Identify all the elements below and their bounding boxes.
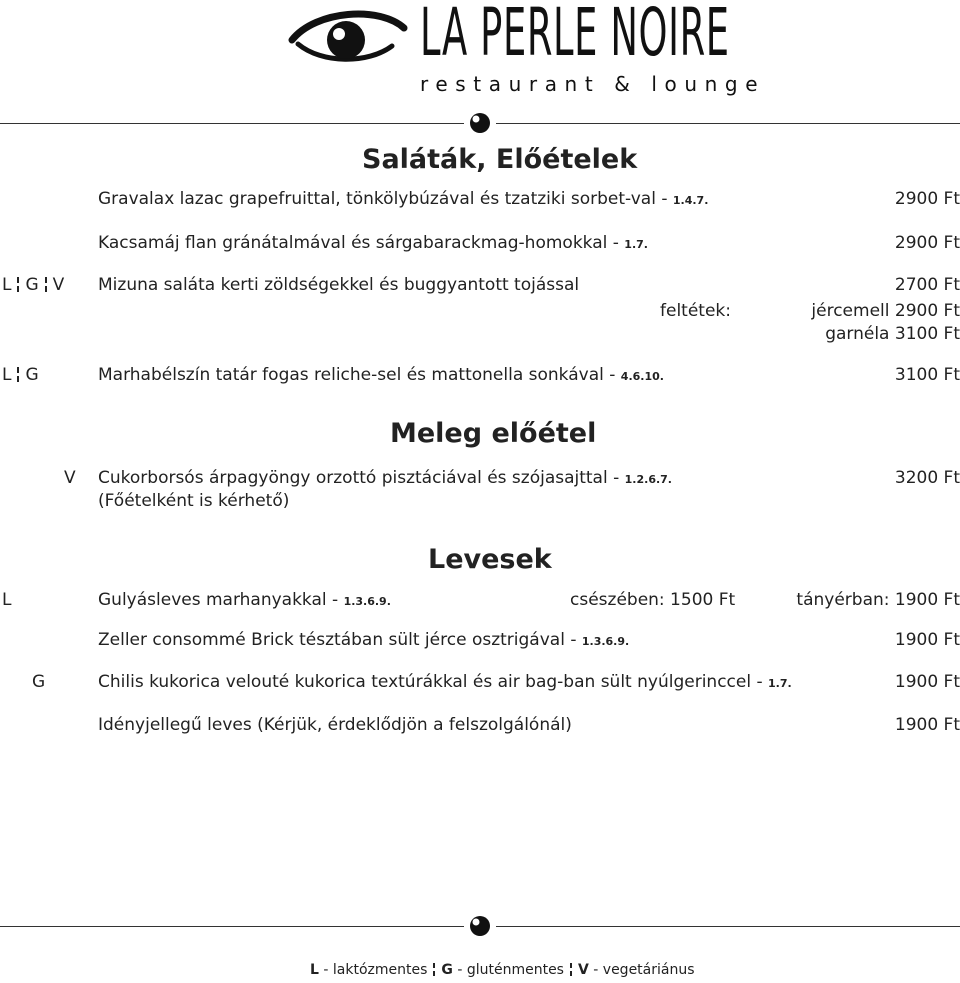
allergen-codes: 1.7. bbox=[624, 238, 648, 251]
cup-price: csészében: 1500 Ft bbox=[570, 590, 736, 610]
menu-item-name: Zeller consommé Brick tésztában sült jérce osztrigával - 1.3.6.9. bbox=[98, 630, 630, 650]
bottom-divider-right bbox=[496, 926, 960, 927]
allergen-codes: 4.6.10. bbox=[620, 370, 664, 383]
diet-marks: L G V bbox=[2, 275, 65, 295]
menu-item-name: Gravalax lazac grapefruittal, tönkölybúzával és tzatziki sorbet-val - 1.4.7. bbox=[98, 189, 709, 209]
allergen-codes: 1.3.6.9. bbox=[581, 635, 630, 648]
extra-option: garnéla 3100 Ft bbox=[825, 324, 960, 344]
pearl-divider-icon bbox=[469, 112, 491, 134]
menu-item-price: 2900 Ft bbox=[894, 189, 960, 209]
diet-marks: V bbox=[64, 468, 76, 488]
menu-item-note: (Főételként is kérhető) bbox=[98, 491, 290, 511]
brand-title: LA PERLE NOIRE bbox=[420, 0, 730, 71]
diet-marks: G bbox=[32, 672, 46, 692]
menu-item-price: tányérban: 1900 Ft bbox=[796, 590, 960, 610]
menu-item-name: Idényjellegű leves (Kérjük, érdeklődjön a felszolgálónál) bbox=[98, 715, 572, 735]
menu-item-price: 2900 Ft bbox=[894, 233, 960, 253]
menu-item-price: 1900 Ft bbox=[894, 630, 960, 650]
menu-item-name: Chilis kukorica velouté kukorica textúrákkal és air bag-ban sült nyúlgerinccel - 1.7. bbox=[98, 672, 792, 692]
diet-legend: L - laktózmentes G - gluténmentes V - vegetáriánus bbox=[310, 962, 695, 978]
pearl-divider-icon bbox=[469, 915, 491, 937]
bottom-divider-left bbox=[0, 926, 464, 927]
top-divider-left bbox=[0, 123, 464, 124]
allergen-codes: 1.4.7. bbox=[672, 194, 709, 207]
menu-item-name: Gulyásleves marhanyakkal - 1.3.6.9. bbox=[98, 590, 391, 610]
brand-subtitle: restaurant & lounge bbox=[420, 72, 766, 96]
eye-logo-icon bbox=[288, 4, 408, 66]
allergen-codes: 1.7. bbox=[768, 677, 792, 690]
menu-item-name: Cukorborsós árpagyöngy orzottó pisztáciával és szójasajttal - 1.2.6.7. bbox=[98, 468, 672, 488]
section-heading-soups: Levesek bbox=[428, 544, 552, 575]
allergen-codes: 1.3.6.9. bbox=[343, 595, 391, 608]
menu-item-name: Kacsamáj flan gránátalmával és sárgabarackmag-homokkal - 1.7. bbox=[98, 233, 648, 253]
section-heading-salads: Saláták, Előételek bbox=[362, 144, 638, 175]
menu-item-price: 1900 Ft bbox=[894, 672, 960, 692]
menu-item-price: 3200 Ft bbox=[894, 468, 960, 488]
diet-marks: L G bbox=[2, 365, 39, 385]
extras-label: feltétek: bbox=[660, 301, 731, 321]
top-divider-right bbox=[496, 123, 960, 124]
extra-option: jércemell 2900 Ft bbox=[811, 301, 960, 321]
menu-item-name: Marhabélszín tatár fogas reliche-sel és mattonella sonkával - 4.6.10. bbox=[98, 365, 664, 385]
diet-marks: L bbox=[2, 590, 12, 610]
menu-item-price: 2700 Ft bbox=[894, 275, 960, 295]
menu-item-price: 3100 Ft bbox=[894, 365, 960, 385]
allergen-codes: 1.2.6.7. bbox=[624, 473, 672, 486]
menu-item-name: Mizuna saláta kerti zöldségekkel és buggyantott tojással bbox=[98, 275, 580, 295]
menu-item-price: 1900 Ft bbox=[894, 715, 960, 735]
section-heading-warm: Meleg előétel bbox=[390, 418, 597, 449]
